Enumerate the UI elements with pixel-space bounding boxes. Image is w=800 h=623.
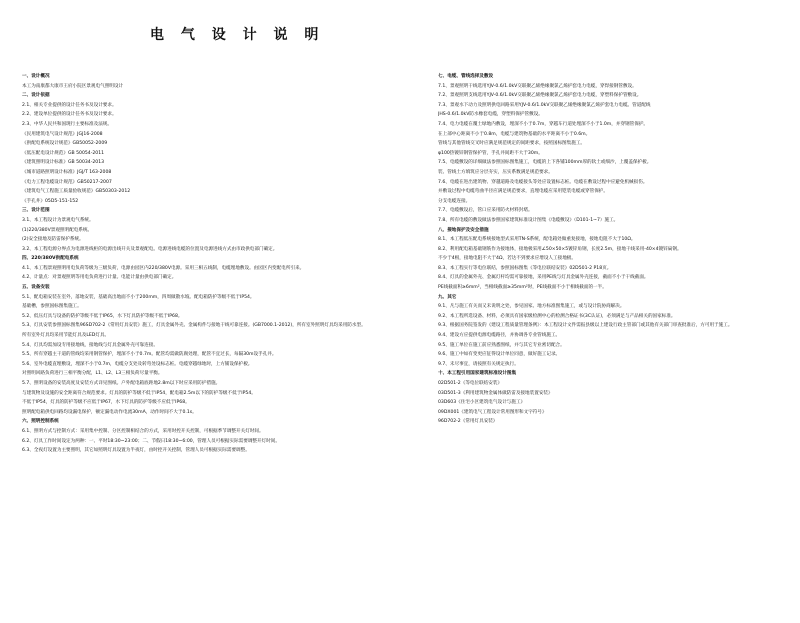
text-line: 3.2、本工程电源分界点为电源进线柜的电源出线开关及景观配电。电源进线电缆的位置及电源进线方式由市政供电部门确定。 — [22, 246, 278, 252]
text-line: 7.5、电缆敷设的详细做法参照国标图集施工，电缆的上下各铺100mm厚的软土或细沙，上覆盖保护板。 — [438, 160, 652, 166]
text-line: 9.1、凡与施工有关而又未说明之处，参见国家、地方标准图集施工，或与设计院协商解决。 — [438, 304, 625, 310]
section-heading: 一、设计概况 — [22, 74, 50, 79]
text-line: 03D501-3《利用建筑物金属体做防雷及接地装置安装》 — [438, 390, 553, 396]
text-line: 7.4、电力电缆在覆土绿地内敷设，埋深不小于0.7m，穿越车行道处埋深不小于1.0m，并穿钢管保护。 — [438, 121, 649, 127]
text-line: 不少于4根，接地电阻不大于4Ω，若达不到要求应增设人工接地极。 — [438, 256, 576, 262]
text-line: 96D702-2《常用灯具安装》 — [438, 419, 498, 425]
text-line: 5.1、配电箱安装在室外，落地安装，基础高出地面不小于200mm，四周做散水坡。配电箱防护等级不低于IP54。 — [22, 294, 255, 300]
text-line: 7.6、电缆在进出建筑物、穿越道路及电缆接头等处应设置标志桩。电缆在敷设过程中应避免机械损伤。 — [438, 179, 648, 185]
text-line: 6.3、全夜灯设置为主要照明，其它如照明灯具设置为半夜灯，由时控开关控制，管理人员可根据实际需要调整。 — [22, 448, 250, 454]
text-line: JHS-0.6/1.0kV防水橡套电缆，穿塑料保护管敷设。 — [438, 112, 543, 118]
text-line: (1)220/380V景观照明配电系统。 — [22, 227, 93, 233]
text-line: 所有室外灯具均采用节能灯具及LED灯具。 — [22, 333, 110, 339]
text-line: 9.4、建设方应提供电源电缆路径，并协调各专业管线施工。 — [438, 333, 561, 339]
text-line: 6.1、照明方式与控制方式：采用集中控制、分区控制相结合的方式，采用时控开关控制，可根据季节调整开关灯时间。 — [22, 428, 264, 434]
text-line: 《建筑电气工程施工质量验收规范》GB50303-2012 — [22, 189, 131, 195]
text-line: 5.5、所有穿越主干道的管线均采用钢管保护，埋深不小于0.7m。配管均需做防腐处理，配管不宜过长，每隔30m设手孔井。 — [22, 352, 277, 358]
text-line: 5.3、灯具安装参照国标图集96SD702-2《常用灯具安装》施工，灯具金属外壳、金属构件与接地干线可靠连接。(GB7000.1-2012)，所有室外照明灯具均采用防水型。 — [22, 323, 366, 329]
text-line: 9.7、未尽事宜，请按照有关规定执行。 — [438, 361, 519, 367]
text-line: 基础槽，参照国标图集施工。 — [22, 304, 82, 310]
text-line: 5.4、灯具均需加设专用接地线，接地线与灯具金属外壳可靠连接。 — [22, 342, 158, 348]
text-line: 02D501-2《等电位联结安装》 — [438, 381, 503, 386]
text-line: 管线与其他管线交叉时应满足规范规定的间距要求，按照国标图集施工。 — [438, 141, 586, 147]
text-line: 9.3、根据国务院签发的《建设工程质量管理条例》：本工程设计文件需报县级以上建设行政主管部门或其他有关部门审查批准后，方可用于施工。 — [438, 323, 733, 329]
text-line: 9.5、施工单位在施工前应熟悉图纸，并与其它专业密切配合。 — [438, 342, 565, 348]
page-title: 电 气 设 计 说 明 — [150, 27, 325, 43]
text-line: 《低压配电设计规范》GB 50054-2011 — [22, 150, 105, 156]
left-column — [22, 72, 420, 456]
section-heading: 七、电缆、管线选择及敷设 — [438, 74, 494, 79]
text-line: φ100热镀锌钢管保护管，手孔井间距不大于30m。 — [438, 150, 543, 156]
text-line: 不低于IP54，灯具的防护等级不应低于IP67，水下灯具的防护等级不应低于IP68。 — [22, 400, 190, 406]
text-line: 《供配电系统设计规范》GB50052-2009 — [22, 141, 108, 147]
text-line: 5.2、低压灯具与设备的防护等级不低于IP65，水下灯具防护等级不低于IP68。 — [22, 313, 183, 319]
text-line: 7.2、景观照明支线选用YJV-0.6/1.0kV交联聚乙烯绝缘聚氯乙烯护套电力电缆，穿塑料保护管敷设。 — [438, 93, 642, 99]
text-line: 2.1、相关专业提供的设计任务书及设计要求。 — [22, 102, 117, 108]
text-line: 6.2、灯具工作时间设定为两种：一、平时18:30~23:00；二、节假日18:30~6:00，管理人员可根据实际需要调整开灯时间。 — [22, 438, 280, 444]
text-line: 对照明回路负荷进行三相平衡分配，L1、L2、L3三相负荷尽量平衡。 — [22, 371, 163, 377]
section-heading: 九、其它 — [438, 294, 457, 300]
text-line: 在上部中心距离不小于0.8m，电缆与建筑物基础的水平距离不小于0.6m。 — [438, 131, 591, 137]
section-heading: 二、设计依据 — [22, 93, 50, 99]
text-line: (2)安全接地及防雷保护系统。 — [22, 237, 84, 243]
text-line: 《电力工程电缆设计规范》GB50217-2007 — [22, 179, 112, 185]
text-line: 并敷设过程中电缆弯曲半径应满足规范要求，直埋电缆应采用铠装电缆或穿管保护。 — [438, 189, 608, 195]
text-line: 9.6、施工中如有变更应征得设计单位同意，做好施工记录。 — [438, 352, 561, 358]
text-line: 09DX001《建筑电气工程设计常用图形和文字符号》 — [438, 409, 547, 415]
right-column — [438, 72, 790, 427]
text-line: 8.2、利用配电箱基础钢筋作为接地体，接地极采用∠50×50×5镀锌角钢，长度2.5m，接地干线采用-40×4镀锌扁钢。 — [438, 246, 682, 252]
text-line: PE线截面积≥6mm²，当相线截面≥35mm²时，PE线截面不小于相线截面的一半。 — [438, 285, 607, 291]
section-heading: 六、照明控制系统 — [22, 419, 59, 425]
text-line: 《手孔井》05D5-151-152 — [22, 198, 79, 204]
text-line: 《民用建筑电气设计规范》JGJ16-2008 — [22, 131, 103, 137]
text-line: 8.4、灯具的金属外壳、金属灯杆均需可靠接地，采用PE线与灯具金属外壳连接，截面不小于干线截面。 — [438, 275, 649, 281]
text-line: 分支电缆连接。 — [438, 198, 471, 204]
text-line: 7.1、景观照明干线选用YJV-0.6/1.0kV交联聚乙烯绝缘聚氯乙烯护套电力电缆，穿焊接钢管敷设。 — [438, 83, 637, 89]
section-heading: 四、220/380V供配电系统 — [22, 256, 79, 262]
text-line: 《城市道路照明设计标准》JGJ/T 163-2008 — [22, 169, 112, 175]
section-heading: 五、设备安装 — [22, 285, 50, 291]
text-line: 装、管线土方填筑应分层夯实，压实系数满足规范要求。 — [438, 169, 553, 175]
text-line: 照明配电箱供电回路均设漏电保护，额定漏电动作电流30mA，动作时间不大于0.1s。 — [22, 409, 197, 415]
text-line: 7.7、电缆敷设后，管口应采用防火材料封堵。 — [438, 208, 533, 214]
text-line: 本工为南康都大康市王府小院区景观电气照明设计 — [22, 83, 124, 89]
text-line: 8.3、本工程实行等电位联结，参照国标图集《等电位联结安装》02D501-2 P18页。 — [438, 265, 612, 271]
section-heading: 八、接地保护及安全措施 — [438, 227, 489, 233]
text-line: 4.2、计量点：对景观照明等用电负荷进行计量。电能计量由供电部门确定。 — [22, 275, 177, 281]
text-line: 8.1、本工程低压配电系统接地型式采用TN-S系统，配电箱处做重复接地，接地电阻不大于10Ω。 — [438, 237, 636, 243]
text-line: 7.3、景观水下动力及照明供电回路采用YJV-0.6/1.0kV交联聚乙烯绝缘聚氯乙烯护套电力电缆。管道配线 — [438, 102, 651, 108]
text-line: 5.7、照明设备的安装高度及安装方式详见图纸。户外配电箱底距地2.8m以下时应采用防护措施。 — [22, 381, 221, 386]
text-line: 4.1、本工程景观照明用电负荷等级为三级负荷，电源由园区内220/380V电源。采用三相五线制，电缆埋地敷设。由园区内变配电所引来。 — [22, 265, 305, 271]
section-heading: 三、设计范围 — [22, 208, 50, 214]
text-line: 2.3、中华人民共和国现行主要标准及法规。 — [22, 121, 112, 127]
text-line: 3.1、本工程设计为景观电气系统。 — [22, 217, 94, 223]
text-line: 03D603《住宅小区建筑电气设计与施工》 — [438, 400, 526, 406]
text-line: 5.6、室外电缆直埋敷设，埋深不小于0.7m，电缆分支处及转弯处设标志桩。电缆穿越绿地时，上方铺设保护板。 — [22, 361, 253, 367]
text-line: 与建筑物及设施的安全距离符合规范要求。灯具的防护等级不低于IP54，配电箱2.5m以下的防护等级不低于IP54。 — [22, 390, 256, 396]
section-heading: 十、本工程引用国家建筑标准设计图集 — [438, 371, 517, 377]
text-line: 《建筑照明设计标准》GB 50034-2013 — [22, 160, 105, 166]
text-line: 7.8、所有电缆的敷设做法参照国家建筑标准设计图集《电缆敷设》（D101-1~7）施工。 — [438, 217, 619, 223]
text-line: 9.2、本工程所选设备、材料，必须具有国家级检测中心的检测合格证书(3C认证)，必须满足与产品相关的国家标准。 — [438, 313, 676, 319]
text-line: 2.2、建设单位提供的设计任务书及设计要求。 — [22, 112, 117, 118]
